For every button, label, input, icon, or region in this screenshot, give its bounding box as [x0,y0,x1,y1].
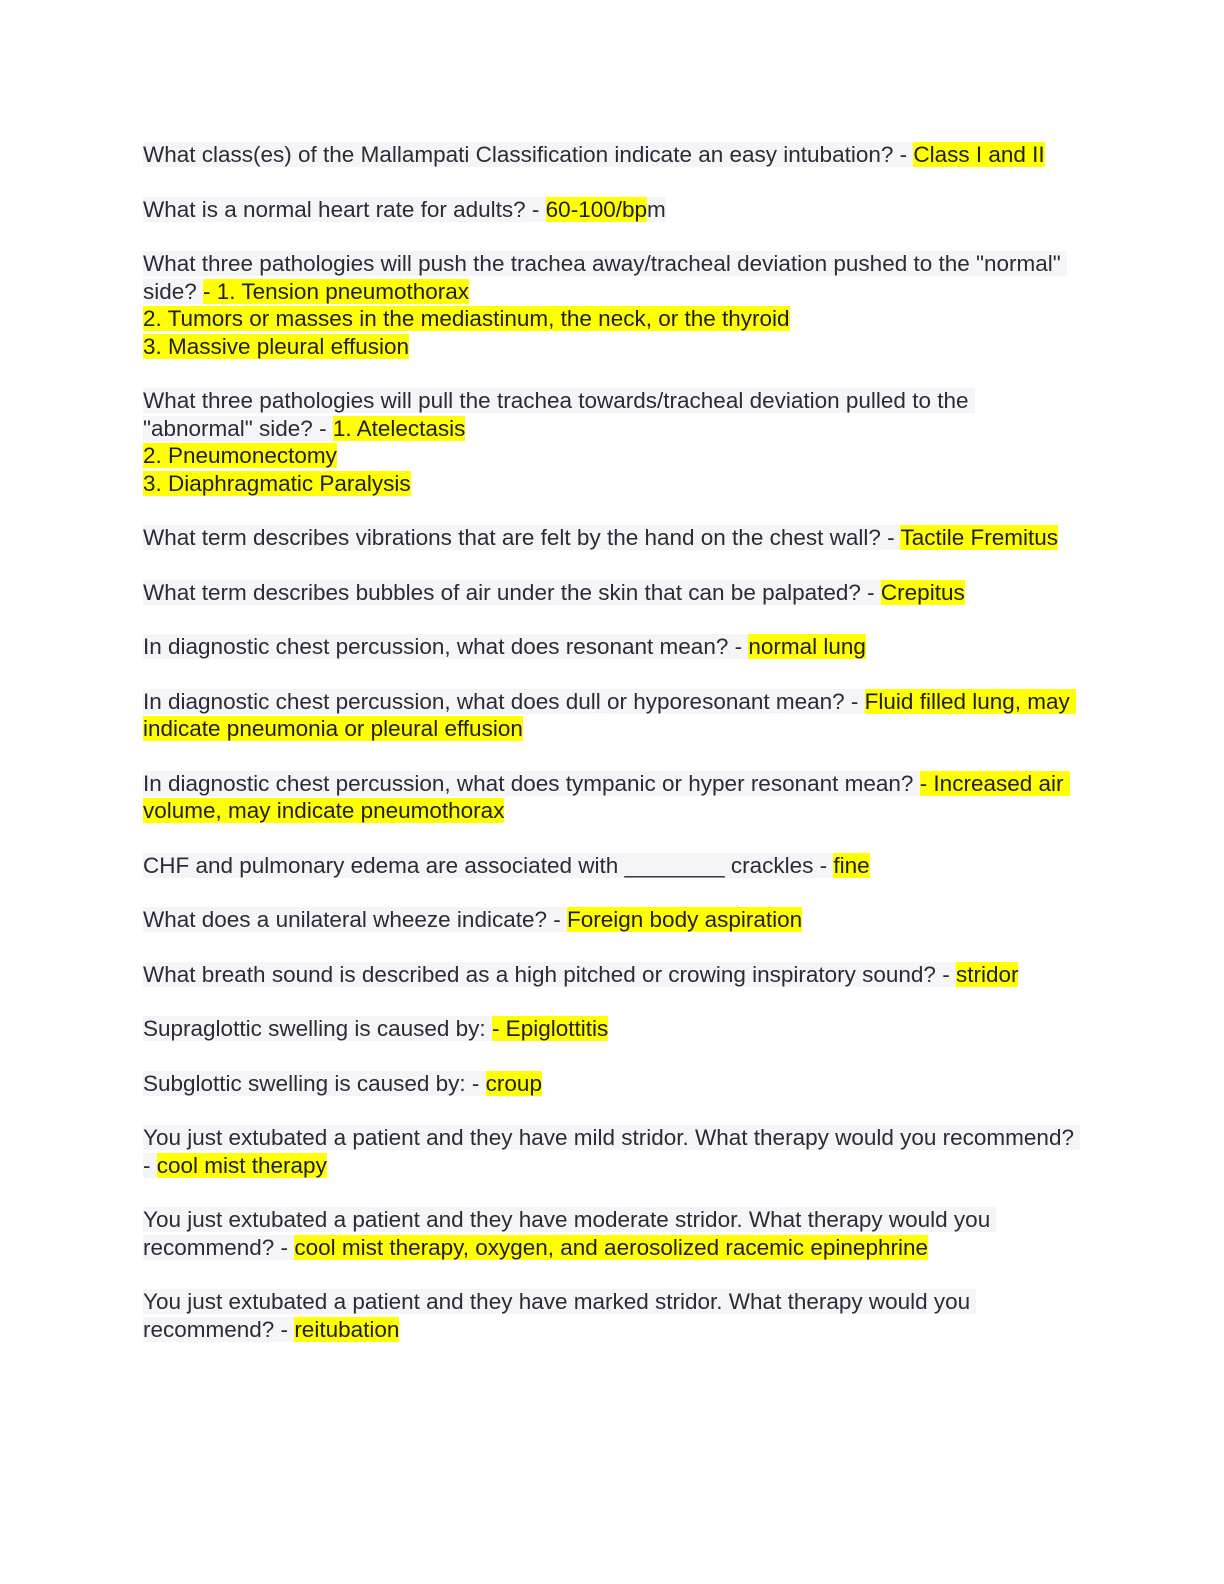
answer-highlight: reitubation [294,1316,400,1342]
qa-item-tympanic [143,770,1083,825]
question-text: What three pathologies will pull the trachea towards/tracheal deviation pulled to the "abnormal" side? - [143,388,975,441]
qa-item-marked-stridor [143,1288,1083,1343]
question-text: Supraglottic swelling is caused by: [143,1016,492,1041]
qa-item-moderate-stridor [143,1206,1083,1261]
question-text: What three pathologies will push the trachea away/tracheal deviation pushed to the "normal" side? [143,251,1068,304]
qa-item-dull [143,688,1083,743]
question-text: What breath sound is described as a high pitched or crowing inspiratory sound? - [143,961,956,987]
answer-highlight: Crepitus [880,579,965,605]
qa-item-crepitus [143,579,1083,607]
flashcard-list [143,141,1083,1370]
answer-highlight: stridor [955,961,1019,987]
qa-item-stridor [143,961,1083,989]
answer-highlight: normal lung [748,634,866,659]
qa-item-resonant [143,633,1083,661]
qa-item-mild-stridor [143,1124,1083,1179]
question-text: In diagnostic chest percussion, what does resonant mean? - [143,634,749,659]
answer-highlight: Class I and II [913,142,1045,167]
answer-highlight: Tactile Fremitus [900,525,1059,550]
question-text: Subglottic swelling is caused by: - [143,1070,486,1096]
answer-highlight: - Epiglottitis [491,1016,609,1041]
answer-highlight: cool mist therapy, oxygen, and aerosolized racemic epinephrine [294,1234,928,1260]
question-text: What class(es) of the Mallampati Classification indicate an easy intubation? - [143,142,914,167]
question-text: What term describes vibrations that are felt by the hand on the chest wall? - [143,525,901,550]
qa-item-mallampati [143,141,1083,169]
qa-item-trachea-push [143,250,1083,360]
question-text: You just extubated a patient and they have marked stridor. What therapy would you recommend? - [143,1289,977,1342]
answer-highlight: - Increased air volume, may indicate pneumothorax [143,770,1070,823]
question-text: In diagnostic chest percussion, what does dull or hyporesonant mean? - [143,688,865,714]
qa-item-subglottic [143,1070,1083,1098]
answer-highlight: croup [485,1070,542,1096]
answer-highlight: - 1. Tension pneumothorax 2. Tumors or masses in the mediastinum, the neck, or the thyroid 3. Massive pleural effusion [143,278,790,359]
question-text: What term describes bubbles of air under the skin that can be palpated? - [143,579,881,605]
qa-item-trachea-pull [143,387,1083,497]
question-text: CHF and pulmonary edema are associated with ________ crackles - [143,852,834,878]
qa-item-wheeze [143,906,1083,934]
question-text: You just extubated a patient and they have mild stridor. What therapy would you recommend? - [143,1125,1081,1178]
qa-item-tactile-fremitus [143,524,1083,552]
question-text: In diagnostic chest percussion, what does tympanic or hyper resonant mean? [143,770,920,796]
question-text: What does a unilateral wheeze indicate? - [143,907,567,932]
answer-highlight: Fluid filled lung, may indicate pneumonia or pleural effusion [143,688,1077,741]
answer-highlight: Foreign body aspiration [567,907,803,932]
qa-item-crackles [143,852,1083,880]
qa-item-heart-rate [143,196,1083,224]
question-text: What is a normal heart rate for adults? - [143,196,546,222]
qa-item-supraglottic [143,1015,1083,1043]
answer-highlight: fine [833,852,870,878]
answer-highlight: 1. Atelectasis 2. Pneumonectomy 3. Diaphragmatic Paralysis [143,415,466,496]
answer-highlight: 60-100/bp [545,196,648,222]
answer-tail: m [647,196,666,222]
answer-highlight: cool mist therapy [156,1152,327,1178]
question-text: You just extubated a patient and they have moderate stridor. What therapy would you recommend? - [143,1207,997,1260]
